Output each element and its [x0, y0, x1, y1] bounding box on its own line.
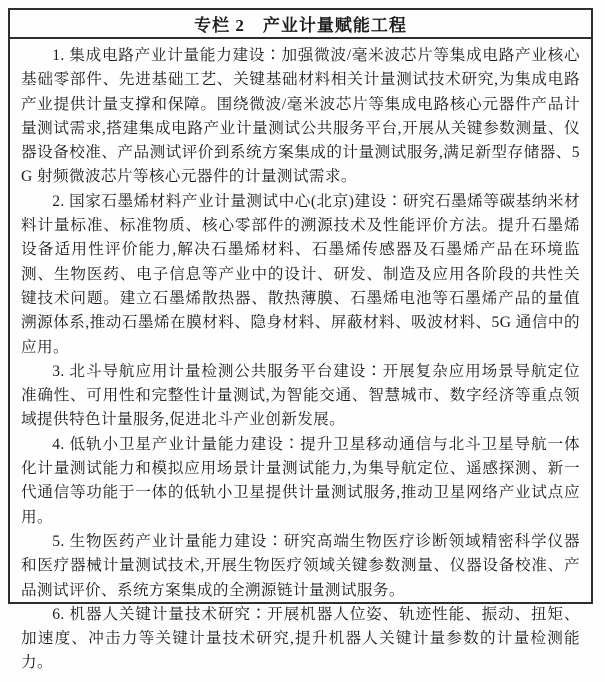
body-paragraph-4: 4. 低轨小卫星产业计量能力建设∶提升卫星移动通信与北斗卫星导航一体化计量测试能力和模拟应用场景计量测试能力,为集导航定位、遥感探测、新一代通信等功能于一体的低轨小卫星提供计量测试服务,推动卫星网络产业试点应用。 [21, 435, 580, 526]
column-box [8, 8, 593, 672]
body-paragraph-6: 6. 机器人关键计量技术研究∶开展机器人位姿、轨迹性能、振动、扭矩、加速度、冲击力等关键计量技术研究,提升机器人关键计量参数的计量检测能力。 [21, 605, 580, 672]
body-paragraph-1: 1. 集成电路产业计量能力建设∶加强微波/毫米波芯片等集成电路产业核心基础零部件、先进基础工艺、关键基础材料相关计量测试技术研究,为集成电路产业提供计量支撑和保障。围绕微波/毫米波芯片等集成电路核心元器件产品计量测试需求,搭建集成电路产业计量测试公共服务平台,开展从关键参数测量、仪器设备校准、产品测试评价到系统方案集成的计量测试服务,满足新型存储器、5G 射频微波芯片等核心元器件的计量测试需求。 [21, 47, 580, 186]
body-paragraph-5: 5. 生物医药产业计量能力建设∶研究高端生物医疗诊断领域精密科学仪器和医疗器械计量测试技术,开展生物医疗领域关键参数测量、仪器设备校准、产品测试评价、系统方案集成的全溯源链计量测试服务。 [21, 532, 580, 599]
column-box-title: 专栏 2 产业计量赋能工程 [194, 16, 407, 35]
body-paragraph-3: 3. 北斗导航应用计量检测公共服务平台建设∶开展复杂应用场景导航定位准确性、可用性和完整性计量测试,为智能交通、智慧城市、数字经济等重点领域提供特色计量服务,促进北斗产业创新发展。 [21, 362, 580, 429]
body-paragraph-2: 2. 国家石墨烯材料产业计量测试中心(北京)建设∶研究石墨烯等碳基纳米材料计量标准、标准物质、核心零部件的溯源技术及性能评价方法。提升石墨烯设备适用性评价能力,解决石墨烯材料、石墨烯传感器及石墨烯产品在环境监测、生物医药、电子信息等产业中的设计、研发、制造及应用各阶段的共性关键技术问题。建立石墨烯散热器、散热薄膜、石墨烯电池等石墨烯产品的量值溯源体系,推动石墨烯在膜材料、隐身材料、屏蔽材料、吸波材料、5G 通信中的应用。 [21, 192, 580, 356]
column-box-header [10, 10, 591, 39]
column-box-body [10, 39, 591, 682]
